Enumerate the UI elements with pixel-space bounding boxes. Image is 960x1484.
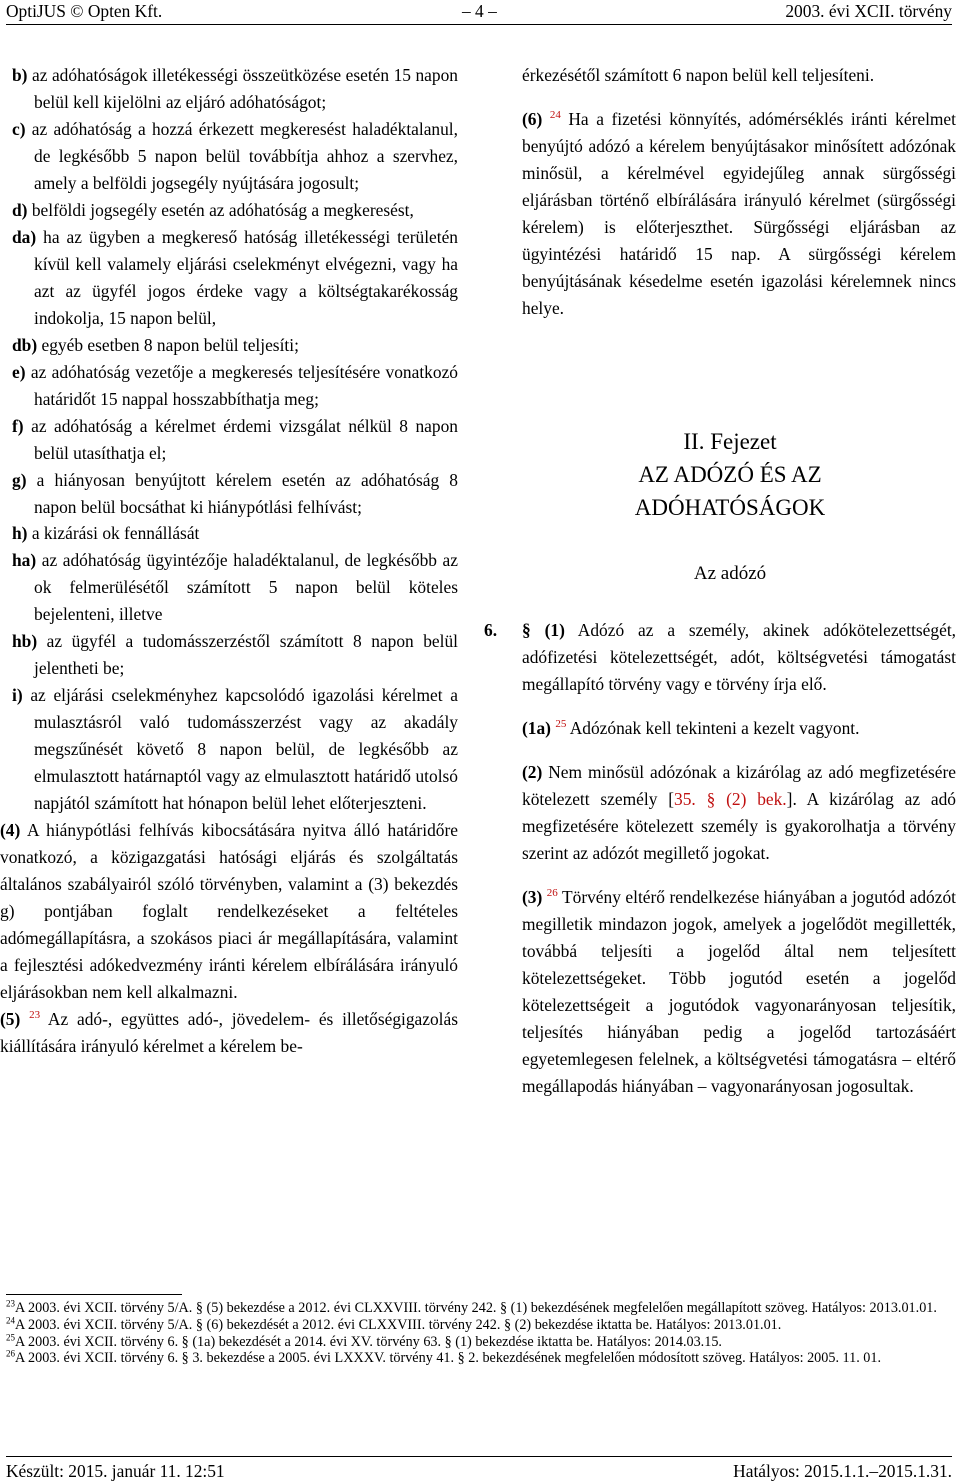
section-number: 6.: [484, 620, 498, 641]
point-da: [12, 224, 458, 332]
section-6-paragraph-1a: [504, 715, 956, 742]
paragraph-6: [504, 106, 956, 322]
point-c: [12, 116, 458, 197]
paragraph-label: (1a): [522, 718, 551, 739]
point-text: ha az ügyben a megkereső hatóság illetékességi területén kívül kell valamely eljárási cselekményt elvégezni, vagy ha azt az ügyfél jogos érdeke vagy a költségtakarékosság indokolja, 15 napon belül,: [34, 226, 458, 328]
footnote-text: A 2003. évi XCII. törvény 6. § (1a) bekezdését a 2014. évi XV. törvény 63. § (1) bekezdése iktatta be. Hatályos: 2014.03.15.: [15, 1333, 722, 1350]
footer-rule: [6, 1456, 952, 1457]
footnote-number: 23: [6, 1298, 15, 1309]
point-text: az adóhatóságok illetékességi összeütközése esetén 15 napon belül kell kijelölni az eljáró adóhatóságot;: [32, 65, 458, 112]
point-text: az ügyfél a tudomásszerzéstől számított 8 napon belül jelentheti be;: [34, 631, 458, 679]
point-label: g): [12, 469, 27, 490]
paragraph-5-continued: érkezésétől számított 6 napon belül kell teljesíteni.: [522, 65, 875, 85]
point-label: e): [12, 361, 26, 382]
footer-created: Készült: 2015. január 11. 12:51: [6, 1461, 225, 1481]
footnote-26: [6, 1350, 956, 1367]
paragraph-text: Nem minősül adózónak a kizárólag az adó megfizetésére kötelezett személy [: [522, 762, 956, 810]
point-d: [12, 197, 458, 224]
chapter-title-line-2: ADÓHATÓSÁGOK: [634, 495, 826, 521]
point-e: [12, 359, 458, 413]
paragraph-label: (3): [522, 887, 543, 908]
chapter-title-line-1: AZ ADÓZÓ ÉS AZ: [638, 462, 822, 488]
paragraph-text: Az adó-, együttes adó-, jövedelem- és illetőségigazolás kiállítására irányuló kérelmet a kérelem be-: [0, 1008, 458, 1056]
footnote-text: A 2003. évi XCII. törvény 5/A. § (5) bekezdése a 2012. évi CLXXVIII. törvény 242. § (1) bekezdésének megfelelően megállapított szöveg. Hatályos: 2013.01.01.: [15, 1300, 937, 1316]
section-sign: §: [522, 620, 531, 641]
point-db: [12, 332, 458, 359]
paragraph-5: [0, 1006, 458, 1060]
right-column: [484, 62, 956, 1100]
point-label: b): [12, 65, 28, 85]
point-g: [12, 467, 458, 521]
point-label: i): [12, 685, 23, 706]
paragraph-text: Adózó az a személy, akinek adókötelezettségét, adófizetési kötelezettségét, adót, költségvetési támogatást megállapító törvény vagy e törvény írja elő.: [522, 620, 956, 695]
footnote-number: 26: [6, 1348, 15, 1359]
point-label: f): [12, 415, 24, 436]
point-text: a kizárási ok fennállását: [31, 523, 200, 544]
footnotes: [6, 1300, 956, 1367]
point-label: hb): [12, 631, 38, 652]
point-f: [12, 413, 458, 467]
point-label: h): [12, 523, 28, 544]
subtitle: Az adózó: [693, 562, 767, 584]
point-text: a hiányosan benyújtott kérelem esetén az adóhatóság 8 napon belül bocsáthat ki hiánypótlási felhívást;: [34, 469, 458, 517]
paragraph-label: (4): [0, 820, 21, 841]
section-6-paragraph-2: [504, 759, 956, 867]
point-h: [12, 520, 458, 547]
footnote-ref-25[interactable]: 25: [555, 718, 567, 731]
left-column: [0, 62, 458, 1060]
header-law-title: 2003. évi XCII. törvény: [785, 1, 952, 21]
paragraph-text: ]. A kizárólag az adó megfizetésére kötelezett személy is gyakorolhatja a törvény szerint az adózót megillető jogokat.: [522, 789, 956, 864]
paragraph-label: (6): [522, 108, 543, 129]
point-i: [12, 682, 458, 817]
paragraph-label: (2): [522, 762, 543, 783]
footnote-rule: [6, 1294, 182, 1295]
footnote-23: [6, 1300, 956, 1317]
footnote-ref-24[interactable]: 24: [549, 109, 561, 122]
section-6-paragraph-1: [484, 617, 956, 698]
header-page-number: – 4 –: [462, 1, 497, 21]
paragraph-label: (5): [0, 1008, 21, 1029]
page-header: [0, 0, 960, 22]
cross-reference-link[interactable]: 35. § (2) bek.: [674, 789, 787, 810]
point-label: c): [12, 118, 26, 139]
section-6-paragraph-3: [504, 884, 956, 1100]
point-text: az eljárási cselekményhez kapcsolódó igazolási kérelmet a mulasztásról való tudomásszerzést vagy az akadály megszűnését követő 8 napon belül, de legkésőbb az elmulasztott határnaptól vagy az elmulasztott határidő utolsó napjától számított hat hónapon belül lehet előterjeszteni.: [30, 685, 458, 814]
paragraph-text: Ha a fizetési könnyítés, adómérséklés iránti kérelmet benyújtó adózó a kérelem benyújtásakor minősített adózónak minősül, a kérelmével egyidejűleg annak sürgősségi eljárásban történő elbírálására irányuló kérelmet (sürgősségi kérelem) is előterjeszthet. Sürgősségi eljárásban az ügyintézési határidő 15 nap. A sürgősségi kérelem benyújtásának késedelme esetén igazolási kérelemnek nincs helye.: [522, 108, 956, 318]
point-label: da): [12, 226, 37, 247]
point-hb: [12, 628, 458, 682]
point-ha: [12, 547, 458, 628]
footnote-ref-23[interactable]: 23: [29, 1009, 41, 1022]
point-text: belföldi jogsegély esetén az adóhatóság a megkeresést,: [31, 199, 414, 220]
paragraph-label: (1): [544, 620, 565, 641]
footer-effective: Hatályos: 2015.1.1.–2015.1.31.: [733, 1461, 952, 1481]
point-text: az adóhatóság vezetője a megkeresés teljesítésére vonatkozó határidőt 15 nappal hosszabbíthatja meg;: [30, 361, 458, 409]
point-label: db): [12, 334, 38, 355]
paragraph-text: A hiánypótlási felhívás kibocsátására nyitva álló határidőre vonatkozó, a közigazgatási hatósági eljárás és szolgáltatás általános szabályairól szóló törvényben, valamint a (3) bekezdés g) pontjában foglalt rendelkezéseket a feltételes adómegállapításra, a szokásos piaci ár megállapítására, valamint a fejlesztési adókedvezmény iránti kérelem elbírálására irányuló eljárásokban nem kell alkalmazni.: [0, 820, 458, 1002]
chapter-heading: [504, 425, 956, 525]
chapter-number: II. Fejezet: [683, 428, 777, 454]
footnote-text: A 2003. évi XCII. törvény 6. § 3. bekezdése a 2005. évi LXXXV. törvény 41. § 2. bekezdésének megfelelően módosított szöveg. Hatályos: 2005. 11. 01.: [15, 1350, 882, 1367]
footnote-25: [6, 1331, 956, 1351]
footnote-ref-26[interactable]: 26: [546, 887, 558, 900]
paragraph-text: Adózónak kell tekinteni a kezelt vagyont.: [569, 718, 860, 739]
footnote-number: 25: [6, 1331, 15, 1342]
footnote-24: [6, 1317, 956, 1334]
page-footer: [6, 1460, 952, 1482]
point-text: egyéb esetben 8 napon belül teljesíti;: [41, 334, 299, 355]
header-publisher: OptiJUS © Opten Kft.: [6, 1, 163, 21]
footnote-text: A 2003. évi XCII. törvény 5/A. § (6) bekezdését a 2012. évi CLXXVIII. törvény 242. § (2) bekezdése iktatta be. Hatályos: 2013.01.01.: [15, 1316, 782, 1333]
point-text: az adóhatóság a kérelmet érdemi vizsgálat nélkül 8 napon belül utasíthatja el;: [31, 415, 458, 463]
paragraph-text: Törvény eltérő rendelkezése hiányában a jogutód adózót megilletik mindazon jogok, amelyek a jogelődöt megillették, továbbá teljesíti a jogelőd által nem teljesített kötelezettségeket. Több jogutód esetén a jogelőd kötelezettségeit a jogutódok vagyonarányosan teljesítik, teljesítés hiányában pedig a jogelőd tartozásáért egyetemlegesen felelnek, a költségvetési támogatásra – eltérő megállapodás hiányában – vagyonarányosan jogosultak.: [522, 887, 956, 1096]
header-rule: [6, 24, 952, 25]
point-label: ha): [12, 550, 37, 571]
footnote-number: 24: [6, 1315, 15, 1326]
point-text: az adóhatóság ügyintézője haladéktalanul, de legkésőbb az ok felmerülésétől számított 5 napon belül köteles bejelenteni, illetve: [34, 550, 458, 625]
point-label: d): [12, 199, 28, 220]
paragraph-4: [0, 817, 458, 1006]
point-b: [12, 62, 458, 116]
point-text: az adóhatóság a hozzá érkezett megkeresést haladéktalanul, de legkésőbb 5 napon belül továbbítja ahhoz a szervhez, amely a belföldi jogsegély nyújtására jogosult;: [31, 118, 458, 193]
